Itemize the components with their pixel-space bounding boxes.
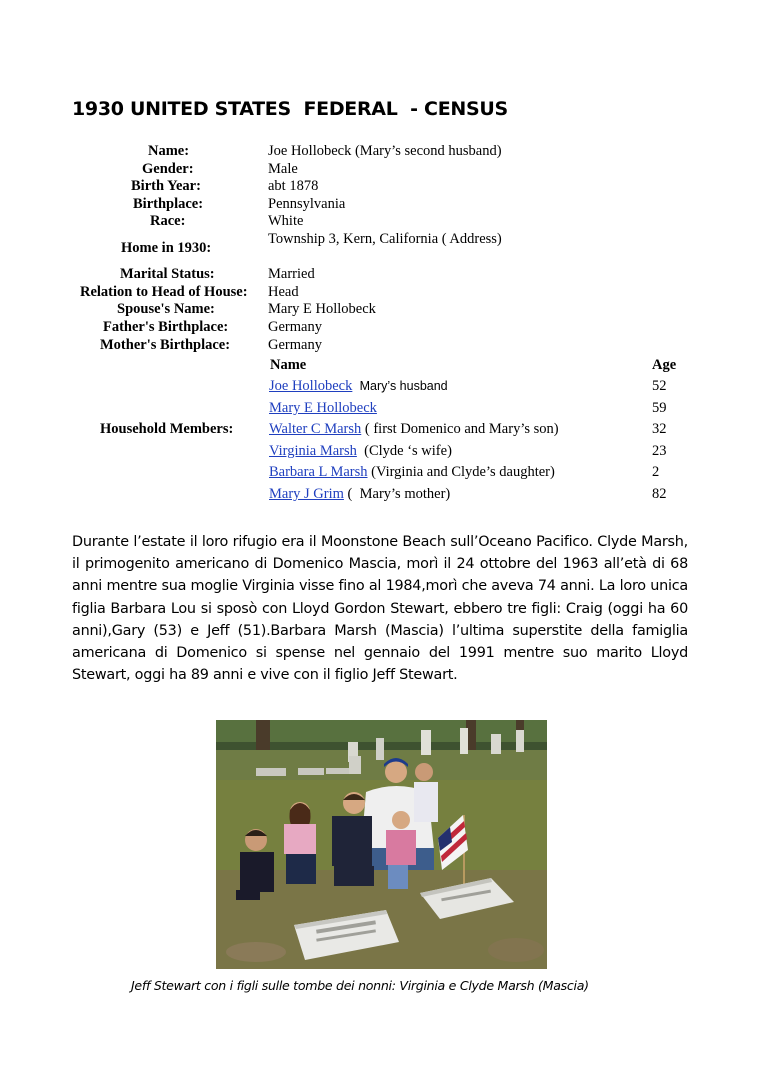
cemetery-photo-illustration	[216, 720, 547, 969]
member-note: (Clyde ‘s wife)	[356, 443, 452, 459]
member-link[interactable]: Walter C Marsh	[269, 421, 362, 437]
field-value-birth-year: abt 1878	[268, 178, 319, 194]
household-row	[269, 443, 452, 460]
household-column-name: Name	[270, 357, 307, 373]
household-column-age: Age	[652, 357, 677, 373]
household-row	[269, 464, 555, 481]
field-label-mother-birthplace: Mother's Birthplace:	[100, 337, 231, 353]
field-value-mother-birthplace: Germany	[268, 337, 322, 353]
member-note: ( first Domenico and Mary’s son)	[361, 421, 559, 437]
household-row	[269, 400, 377, 417]
field-label-gender: Gender:	[142, 161, 194, 177]
field-value-relation: Head	[268, 284, 299, 300]
member-age: 59	[652, 400, 667, 416]
member-link[interactable]: Barbara L Marsh	[269, 464, 368, 480]
member-link[interactable]: Mary E Hollobeck	[269, 400, 377, 416]
field-label-spouse: Spouse's Name:	[117, 301, 215, 317]
body-paragraph: Durante l’estate il loro rifugio era il Moonstone Beach sull’Oceano Pacifico. Clyde Marsh, il primogenito americano di Domenico Mascia, morì il 24 ottobre del 1963 all’età di 68 anni mentre sua moglie Virginia visse fino al 1984,morì che aveva 74 anni. La loro unica figlia Barbara Lou si sposò con Lloyd Gordon Stewart, ebbero tre figli: Craig (oggi ha 60 anni),Gary (53) e Jeff (51).Barbara Marsh (Mascia) l’ultima superstite della famiglia americana di Domenico si spense nel gennaio del 1991 mentre suo marito Lloyd Stewart, oggi ha 89 anni e vive con il figlio Jeff Stewart.	[72, 534, 688, 684]
family-photo	[216, 720, 547, 969]
field-value-gender: Male	[268, 161, 298, 177]
field-value-race: White	[268, 213, 304, 229]
member-age: 82	[652, 486, 667, 502]
member-note: Mary’s husband	[359, 379, 448, 393]
field-label-birth-year: Birth Year:	[131, 178, 201, 194]
member-age: 23	[652, 443, 667, 459]
field-value-marital-status: Married	[268, 266, 315, 282]
member-link[interactable]: Virginia Marsh	[269, 443, 357, 459]
member-note: (Virginia and Clyde’s daughter)	[367, 464, 555, 480]
field-value-father-birthplace: Germany	[268, 319, 322, 335]
member-age: 2	[652, 464, 660, 480]
field-label-name: Name:	[148, 143, 190, 159]
member-link[interactable]: Joe Hollobeck	[269, 378, 353, 394]
field-label-race: Race:	[150, 213, 186, 229]
member-age: 52	[652, 378, 667, 394]
field-value-home: Township 3, Kern, California ( Address)	[268, 231, 502, 247]
household-members-label: Household Members:	[100, 421, 234, 437]
field-value-spouse: Mary E Hollobeck	[268, 301, 376, 317]
field-label-father-birthplace: Father's Birthplace:	[103, 319, 229, 335]
field-label-home: Home in 1930:	[121, 240, 212, 256]
member-link[interactable]: Mary J Grim	[269, 486, 344, 502]
field-value-birthplace: Pennsylvania	[268, 196, 346, 212]
page-title: 1930 UNITED STATES FEDERAL - CENSUS	[72, 98, 508, 120]
photo-caption: Jeff Stewart con i figli sulle tombe dei nonni: Virginia e Clyde Marsh (Mascia)	[131, 978, 589, 993]
field-label-relation: Relation to Head of House:	[80, 284, 248, 300]
field-label-marital-status: Marital Status:	[120, 266, 215, 282]
field-value-name: Joe Hollobeck (Mary’s second husband)	[268, 143, 502, 159]
member-age: 32	[652, 421, 667, 437]
household-row	[269, 486, 450, 503]
field-label-birthplace: Birthplace:	[133, 196, 204, 212]
household-row	[269, 378, 448, 395]
household-row	[269, 421, 559, 438]
member-note: ( Mary’s mother)	[343, 486, 451, 502]
